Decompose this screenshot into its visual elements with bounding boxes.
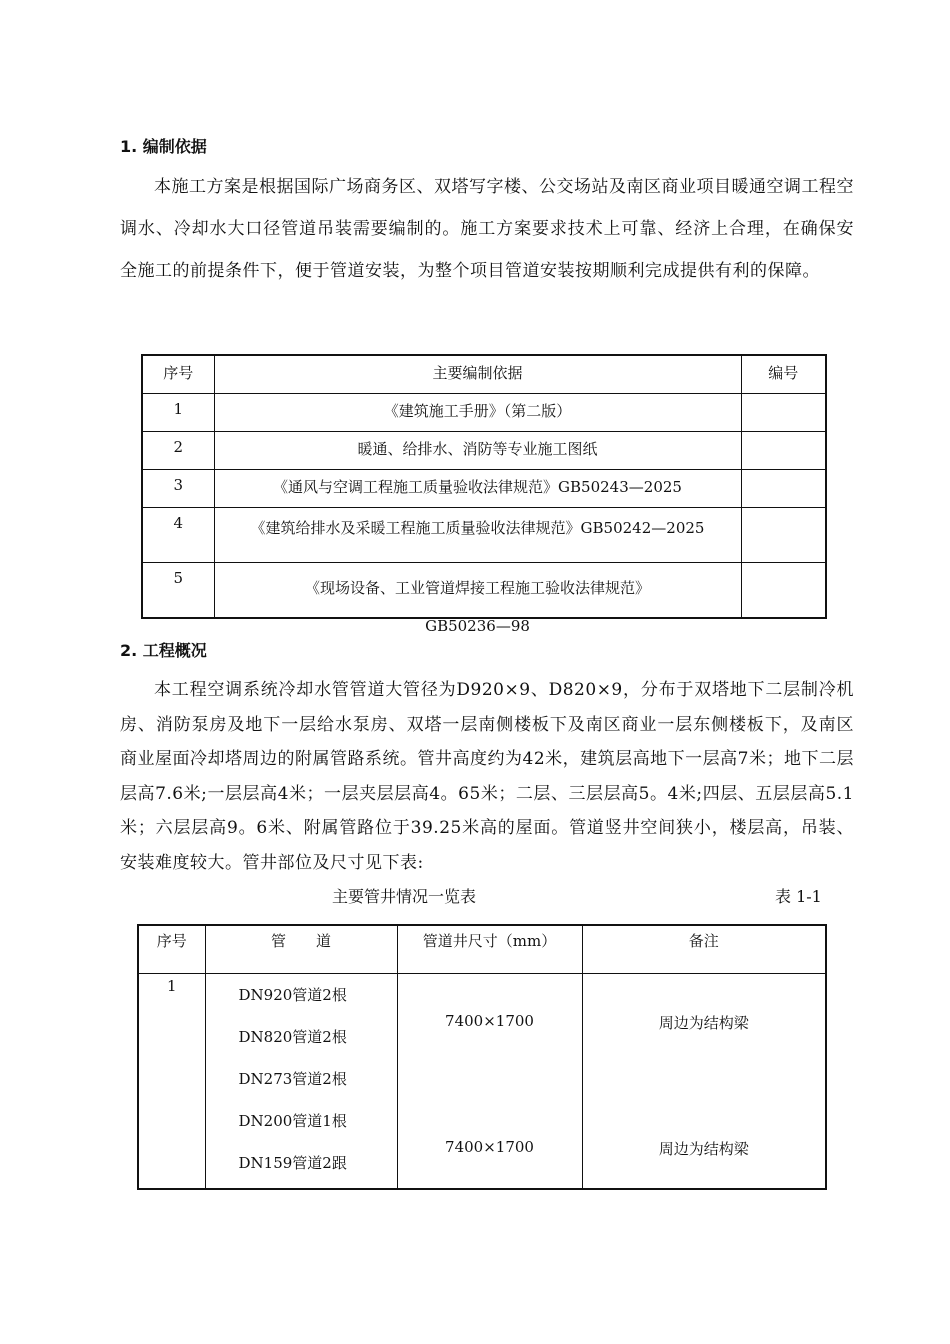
table-header-row — [142, 355, 826, 393]
pipe-item: DN273管道2根 — [238, 1069, 347, 1088]
row-pipes — [205, 973, 397, 1189]
header-no: 序号 — [142, 355, 214, 393]
row-basis: 暖通、给排水、消防等专业施工图纸 — [214, 431, 741, 469]
row-code — [741, 562, 826, 618]
section-1-paragraph — [120, 166, 854, 292]
table-row — [138, 973, 826, 1189]
table-label: 表 1-1 — [775, 887, 822, 906]
row-code — [741, 469, 826, 507]
section-2-paragraph — [120, 673, 854, 880]
table-row — [142, 393, 826, 431]
row-no: 4 — [142, 507, 214, 562]
header-no: 序号 — [138, 925, 205, 973]
table-row — [142, 507, 826, 562]
row-no: 3 — [142, 469, 214, 507]
section-1-heading: 1. 编制依据 — [120, 137, 207, 156]
section-2-text: 本工程空调系统冷却水管管道大管径为D920×9、D820×9，分布于双塔地下二层制冷机房、消防泵房及地下一层给水泵房、双塔一层南侧楼板下及南区商业一层东侧楼板下，及南区商业屋面冷却塔周边的附属管路系统。管井高度约为42米，建筑层高地下一层高7米；地下二层层高7.6米;一层层高4米；一层夹层层高4。65米；二层、三层层高5。4米;四层、五层层高5.1米；六层层高9。6米、附属管路位于39.25米高的屋面。管道竖井空间狭小，楼层高，吊装、安装难度较大。管井部位及尺寸见下表: — [120, 680, 854, 873]
section-2-heading: 2. 工程概况 — [120, 641, 207, 660]
table-header-row — [138, 925, 826, 973]
header-basis: 主要编制依据 — [214, 355, 741, 393]
header-pipes: 管 道 — [205, 925, 397, 973]
table-row — [142, 469, 826, 507]
row-code — [741, 431, 826, 469]
pipe-item: DN820管道2根 — [238, 1027, 347, 1046]
size-value: 7400×1700 — [445, 1011, 534, 1030]
pipe-item: DN200管道1根 — [238, 1111, 347, 1130]
section-1-text: 本施工方案是根据国际广场商务区、双塔写字楼、公交场站及南区商业项目暖通空调工程空调水、冷却水大口径管道吊装需要编制的。施工方案要求技术上可靠、经济上合理，在确保安全施工的前提条件下，便于管道安装，为整个项目管道安装按期顺利完成提供有利的保障。 — [120, 177, 854, 281]
row-code — [741, 507, 826, 562]
row-basis — [214, 562, 741, 635]
size-value: 7400×1700 — [445, 1137, 534, 1156]
row-no: 5 — [142, 562, 214, 618]
row-no: 1 — [142, 393, 214, 431]
header-code: 编号 — [741, 355, 826, 393]
row-no: 1 — [138, 973, 205, 1189]
table-caption: 主要管井情况一览表 — [332, 887, 477, 906]
compilation-basis-table — [141, 354, 827, 635]
table-row — [142, 431, 826, 469]
pipe-item: DN159管道2跟 — [238, 1153, 347, 1172]
header-size: 管道井尺寸（mm） — [397, 925, 582, 973]
table-row — [142, 562, 826, 618]
row-size — [397, 973, 582, 1189]
row-basis — [214, 507, 741, 562]
pipe-shaft-table — [137, 924, 827, 1190]
note-value: 周边为结构梁 — [658, 1139, 749, 1158]
row-basis: 《通风与空调工程施工质量验收法律规范》GB50243—2025 — [214, 469, 741, 507]
row-code — [741, 393, 826, 431]
row-note — [582, 973, 826, 1189]
pipe-item: DN920管道2根 — [238, 985, 347, 1004]
row-basis: 《建筑施工手册》（第二版） — [214, 393, 741, 431]
row-basis-text: 《现场设备、工业管道焊接工程施工验收法律规范》GB50236—98 — [304, 578, 650, 635]
header-note: 备注 — [582, 925, 826, 973]
row-no: 2 — [142, 431, 214, 469]
note-value: 周边为结构梁 — [658, 1013, 749, 1032]
row-basis-text: 《建筑给排水及采暖工程施工质量验收法律规范》GB50242—2025 — [250, 518, 705, 537]
